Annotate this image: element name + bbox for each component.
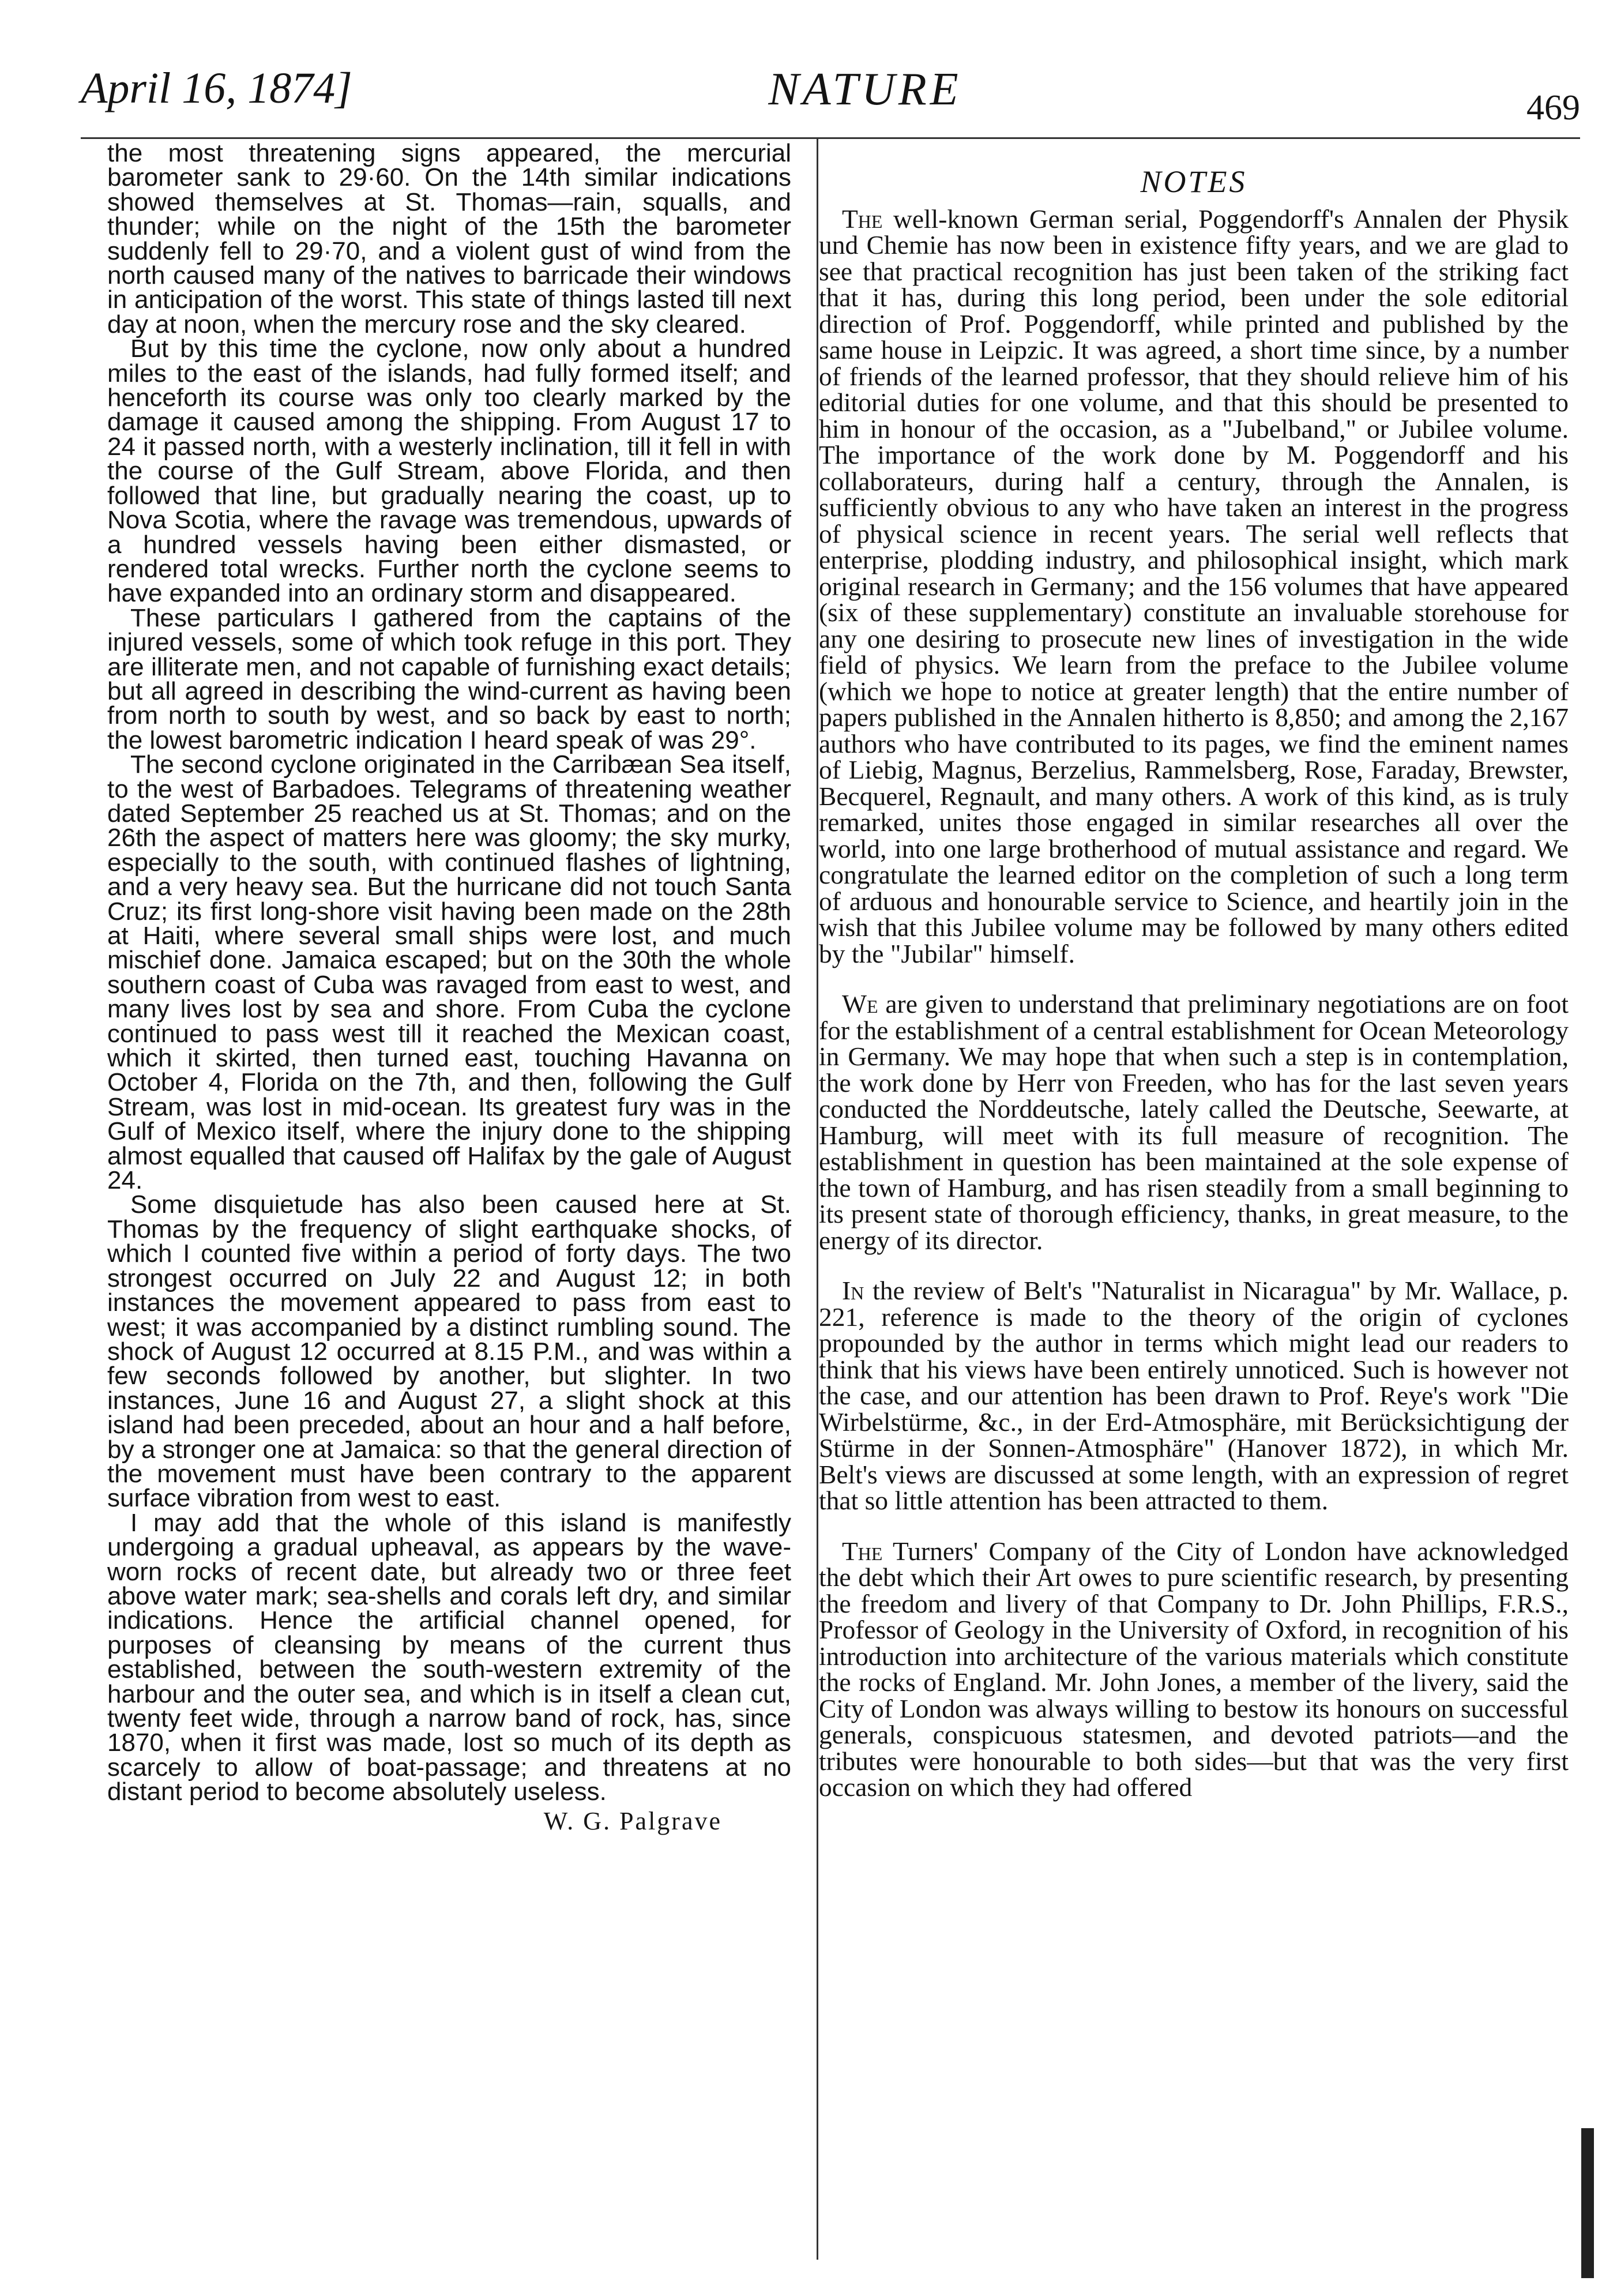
paragraph: the most threatening signs appeared, the mercurial barometer sank to 29·60. On the 14th similar indications showed themselves at St. Thomas—rain, squalls, and thunder; while on the night of the 15th the barometer suddenly fell to 29·70, and a violent gust of wind from the north caused many of the natives to barricade their windows in anticipation of the worst. This state of things lasted till next day at noon, when the mercury rose and the sky cleared. bbox=[107, 139, 791, 339]
issue-date: April 16, 1874] bbox=[81, 64, 352, 112]
page-number: 469 bbox=[1526, 88, 1580, 127]
note-paragraph bbox=[819, 1277, 1569, 1514]
note-paragraph bbox=[819, 206, 1569, 967]
lead-word: The bbox=[842, 204, 883, 234]
right-column bbox=[819, 141, 1569, 1825]
note-text: Turners' Company of the City of London have acknowledged the debt which their Art owes to pure scientific research, by presenting the freedom and livery of that Company to Dr. John Phillips, F.R.S., Professor of Geology in the University of Oxford, in recognition of his introduction into architecture of the various materials which constitute the rocks of England. Mr. John Jones, a member of the livery, said the City of London was always willing to bestow its honours on successful generals, conspicuous statesmen, and devoted patriots—and the tributes were honourable to both sides—but that was the very first occasion on which they had offered bbox=[819, 1536, 1569, 1802]
note-paragraph bbox=[819, 1538, 1569, 1801]
note-paragraph bbox=[819, 991, 1569, 1253]
journal-title: NATURE bbox=[768, 64, 962, 115]
note-text: well-known German serial, Poggendorff's Annalen der Physik und Chemie has now been in existence fifty years, and we are glad to see that practical recognition has just been taken of the striking fact that it has, during this long period, been under the sole editorial direction of Prof. Poggendorff, while printed and published by the same house in Leipzic. It was agreed, a short time since, by a number of friends of the learned professor, that they should relieve him of his editorial duties for one volume, and that this should be presented to him in honour of the occasion, as a "Jubelband," or Jubilee volume. The importance of the work done by M. Poggendorff and his collaborateurs, during half a century, through the Annalen, is sufficiently obvious to any who have taken an interest in the progress of physical science in recent years. The serial well reflects that enterprise, plodding industry, and philosophical insight, which mark original research in Germany; and the 156 volumes that have appeared (six of these supplementary) constitute an invaluable storehouse for any one desiring to prosecute new lines of investigation in the wide field of physics. We learn from the preface to the Jubilee volume (which we hope to notice at greater length) that the entire number of papers published in the Annalen hitherto is 8,850; and among the 2,167 authors who have contributed to its pages, we find the eminent names of Liebig, Magnus, Berzelius, Rammelsberg, Rose, Faraday, Brewster, Becquerel, Regnault, and many others. A work of this kind, as is truly remarked, unites those engaged in similar researches all over the world, into one large brotherhood of mutual assistance and regard. We congratulate the learned editor on the completion of such a long term of arduous and honourable service to Science, and heartily join in the wish that this Jubilee volume may be followed by many others edited by the "Jubilar" himself. bbox=[819, 204, 1569, 968]
note-text: are given to understand that preliminary negotiations are on foot for the establishment of a central establishment for Ocean Meteorology in Germany. We may hope that when such a step is in contemplation, the work done by Herr von Freeden, who has for the last seven years conducted the Norddeutsche, lately called the Deutsche, Seewarte, at Hamburg, will meet with its full measure of recognition. The establishment in question has been maintained at the sole expense of the town of Hamburg, and has risen steadily from a small beginning to its present state of thorough efficiency, thanks, in great measure, to the energy of its director. bbox=[819, 989, 1569, 1255]
paragraph: But by this time the cyclone, now only about a hundred miles to the east of the islands, had fully formed itself; and henceforth its course was only too clearly marked by the damage it caused among the shipping. From August 17 to 24 it passed north, with a westerly inclination, till it fell in with the course of the Gulf Stream, above Florida, and then followed that line, but gradually nearing the coast, up to Nova Scotia, where the ravage was tremendous, upwards of a hundred vessels having been either dismasted, or rendered total wrecks. Further north the cyclone seems to have expanded into an ordinary storm and disappeared. bbox=[107, 335, 791, 608]
paragraph: I may add that the whole of this island is manifestly undergoing a gradual upheaval, as appears by the wave-worn rocks of recent date, but already two or three feet above water mark; sea-shells and corals left dry, and similar indications. Hence the artificial channel opened, for purposes of cleansing by means of the current thus established, between the south-western extremity of the harbour and the outer sea, and which is in itself a clean cut, twenty feet wide, through a narrow band of rock, has, since 1870, when it first was made, lost so much of its depth as scarcely to allow of boat-passage; and threatens at no distant period to become absolutely useless. bbox=[107, 1508, 791, 1806]
scan-edge-mark bbox=[1581, 2128, 1594, 2278]
lead-word: The bbox=[842, 1536, 883, 1566]
paragraph: Some disquietude has also been caused here at St. Thomas by the frequency of slight earthquake shocks, of which I counted five within a period of forty days. The two strongest occurred on July 22 and August 12; in both instances the movement appeared to pass from east to west; it was accompanied by a distinct rumbling sound. The shock of August 12 occurred at 8.15 P.M., and was within a few seconds followed by another, but slighter. In two instances, June 16 and August 27, a slight shock at this island had been preceded, about an hour and a half before, by a stronger one at Jamaica: so that the general direction of the movement must have been contrary to the apparent surface vibration from west to east. bbox=[107, 1190, 791, 1513]
paragraph: The second cyclone originated in the Carribæan Sea itself, to the west of Barbadoes. Telegrams of threatening weather dated September 25 reached us at St. Thomas; and on the 26th the aspect of matters here was gloomy; the sky murky, especially to the south, with continued flashes of lightning, and a very heavy sea. But the hurricane did not touch Santa Cruz; its first long-shore visit having been made on the 28th at Haiti, where several small ships were lost, and much mischief done. Jamaica escaped; but on the 30th the whole southern coast of Cuba was ravaged from east to west, and many lives lost by sea and shore. From Cuba the cyclone continued to pass west till it reached the Mexican coast, which it skirted, then turned east, touching Havanna on October 4, Florida on the 7th, and then, following the Gulf Stream, was lost in mid-ocean. Its greatest fury was in the Gulf of Mexico itself, where the injury done to the shipping almost equalled that caused off Halifax by the gale of August 24. bbox=[107, 750, 791, 1195]
left-column bbox=[107, 141, 791, 1833]
column-divider bbox=[817, 137, 818, 2260]
section-title: NOTES bbox=[1140, 164, 1247, 199]
page-header bbox=[81, 40, 1580, 138]
lead-word: In bbox=[842, 1276, 864, 1305]
paragraph: These particulars I gathered from the captains of the injured vessels, some of which took refuge in this port. They are illiterate men, and not capable of furnishing exact details; but all agreed in describing the wind-current as having been from north to south by west, and so back by east to north; the lowest barometric indication I heard speak of was 29°. bbox=[107, 603, 791, 754]
lead-word: We bbox=[842, 989, 878, 1019]
author-signature: W. G. Palgrave bbox=[543, 1806, 722, 1835]
note-text: the review of Belt's "Naturalist in Nicaragua" by Mr. Wallace, p. 221, reference is made to the theory of the origin of cyclones propounded by the author in terms which might lead our readers to think that his views have been entirely unnoticed. Such is however not the case, and our attention has been drawn to Prof. Reye's work "Die Wirbelstürme, &c., in der Erd-Atmosphäre, mit Berücksichtigung der Stürme in der Sonnen-Atmosphäre" (Hanover 1872), in which Mr. Belt's views are discussed at some length, with an expression of regret that so little attention has been attracted to them. bbox=[819, 1276, 1569, 1515]
